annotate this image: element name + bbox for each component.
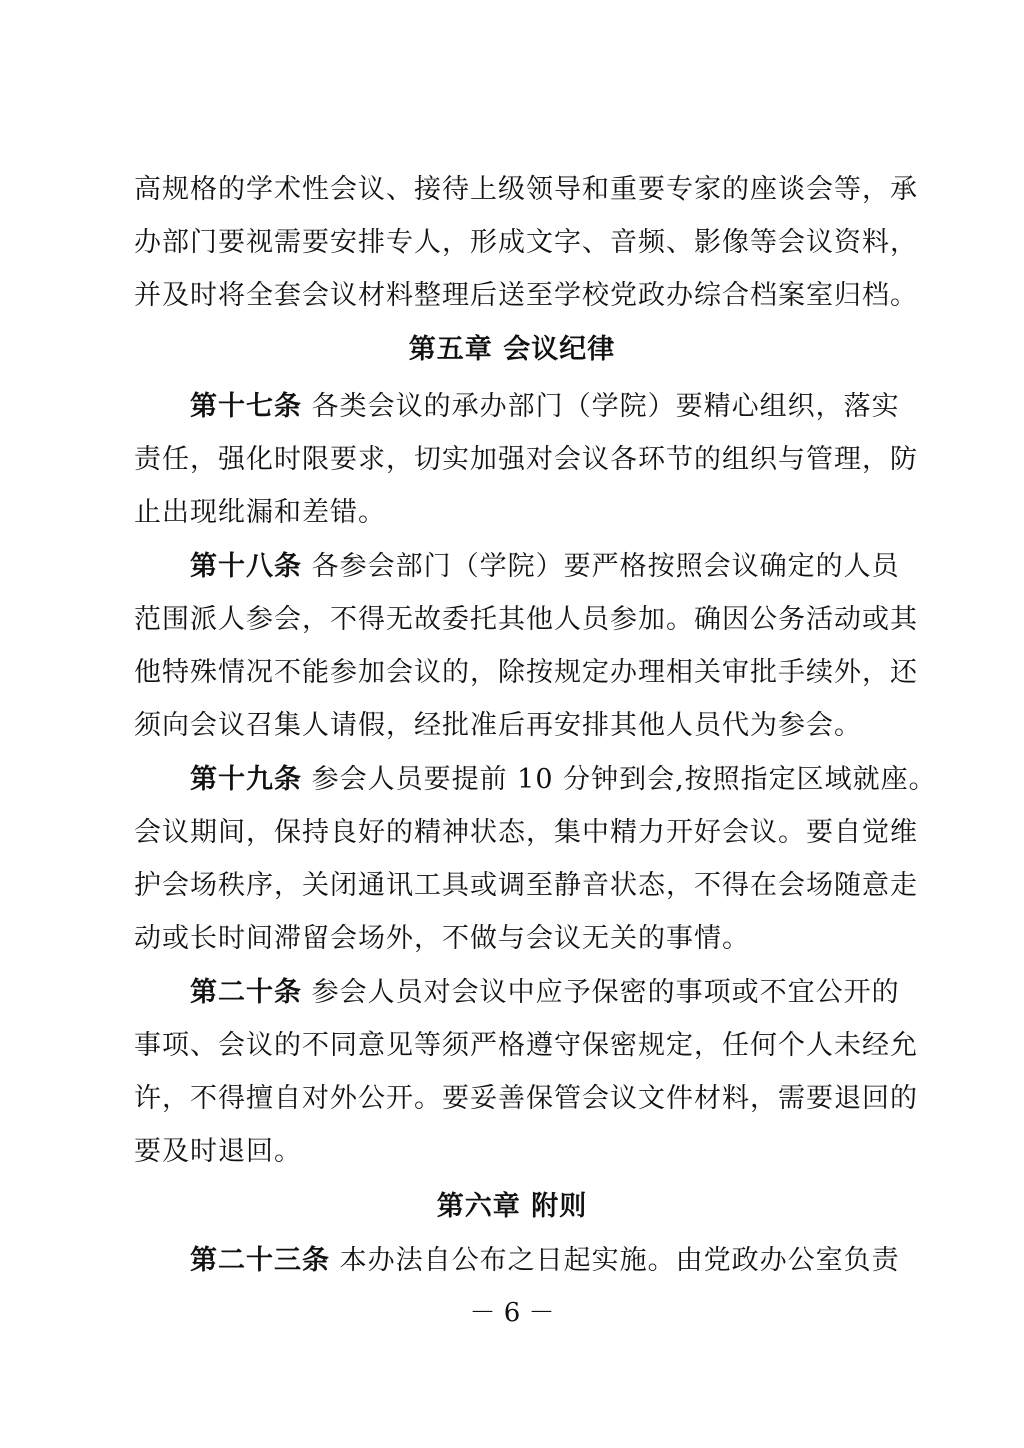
article-label: 第十七条 (190, 391, 302, 422)
paragraph-line: 会议期间，保持良好的精神状态，集中精力开好会议。要自觉维 (134, 817, 918, 848)
paragraph-line: 动或长时间滞留会场外，不做与会议无关的事情。 (134, 923, 750, 954)
article-23 (134, 1234, 900, 1287)
chapter-heading: 第五章 会议纪律 (408, 334, 616, 365)
paragraph-line (134, 380, 900, 433)
paragraph-line: 护会场秩序，关闭通讯工具或调至静音状态，不得在会场随意走 (134, 870, 918, 901)
article-text: 本办法自公布之日起实施。由党政办公室负责 (330, 1245, 900, 1276)
paragraph-line: 止出现纰漏和差错。 (134, 497, 386, 528)
article-label: 第二十三条 (190, 1245, 330, 1276)
paragraph-line: 许，不得擅自对外公开。要妥善保管会议文件材料，需要退回的 (134, 1083, 918, 1114)
paragraph-line (134, 966, 900, 1019)
article-17 (134, 380, 918, 539)
article-text: 各参会部门（学院）要严格按照会议确定的人员 (302, 551, 900, 582)
paragraph-line: 高规格的学术性会议、接待上级领导和重要专家的座谈会等，承 (134, 174, 918, 205)
paragraph-line: 事项、会议的不同意见等须严格遵守保密规定，任何个人未经允 (134, 1030, 918, 1061)
paragraph-line (134, 540, 900, 593)
chapter-heading: 第六章 附则 (436, 1191, 588, 1222)
article-20 (134, 966, 918, 1178)
paragraph-line: 办部门要视需要安排专人，形成文字、音频、影像等会议资料， (134, 227, 918, 258)
article-text: 参会人员对会议中应予保密的事项或不宜公开的 (302, 977, 900, 1008)
paragraph-line (134, 753, 937, 806)
article-18 (134, 540, 918, 752)
article-label: 第十八条 (190, 551, 302, 582)
paragraph-line: 责任，强化时限要求，切实加强对会议各环节的组织与管理，防 (134, 444, 918, 475)
paragraph-line: 并及时将全套会议材料整理后送至学校党政办综合档案室归档。 (134, 280, 918, 311)
article-19 (134, 753, 937, 965)
article-label: 第二十条 (190, 977, 302, 1008)
article-label: 第十九条 (190, 764, 302, 795)
paragraph-line: 须向会议召集人请假，经批准后再安排其他人员代为参会。 (134, 710, 862, 741)
paragraph-line: 要及时退回。 (134, 1136, 302, 1167)
page-number: － 6 － (469, 1298, 555, 1328)
paragraph-line: 他特殊情况不能参加会议的，除按规定办理相关审批手续外，还 (134, 657, 918, 688)
continuation-paragraph (134, 163, 918, 322)
paragraph-line: 范围派人参会，不得无故委托其他人员参加。确因公务活动或其 (134, 604, 918, 635)
article-text: 参会人员要提前 10 分钟到会,按照指定区域就座。 (302, 764, 937, 795)
article-text: 各类会议的承办部门（学院）要精心组织，落实 (302, 391, 900, 422)
paragraph-line (134, 1234, 900, 1287)
